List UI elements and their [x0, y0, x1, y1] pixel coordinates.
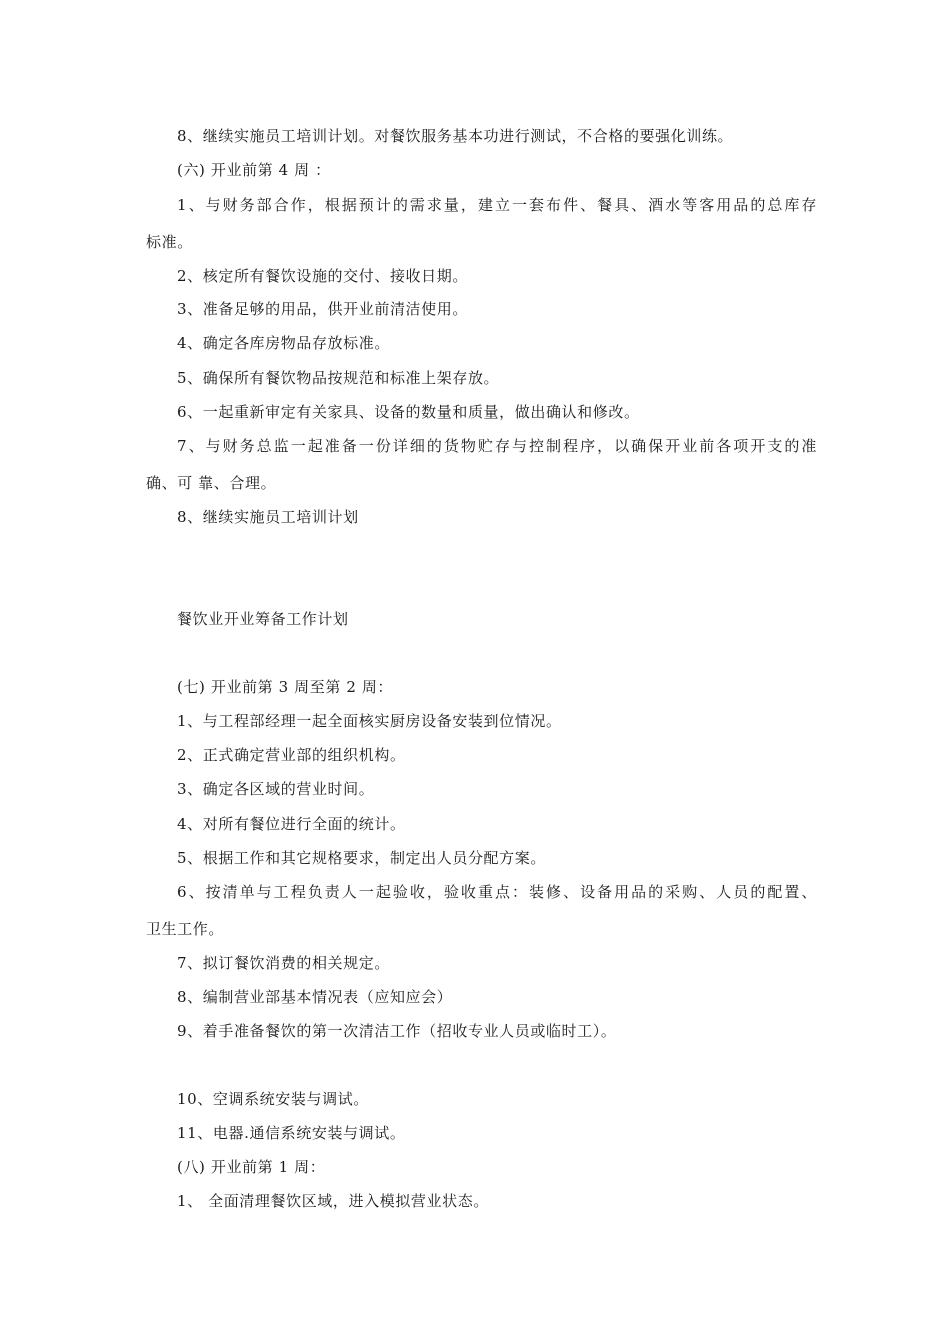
paragraph-line: 标准。	[146, 233, 193, 251]
paragraph-line: 9、着手准备餐饮的第一次清洁工作（招收专业人员或临时工）。	[177, 1022, 617, 1040]
paragraph-line: 8、继续实施员工培训计划。对餐饮服务基本功进行测试，不合格的要强化训练。	[177, 127, 734, 145]
paragraph-line: 7、拟订餐饮消费的相关规定。	[177, 954, 390, 972]
paragraph-line: 6、按清单与工程负责人一起验收，验收重点：装修、设备用品的采购、人员的配置、	[177, 883, 817, 901]
paragraph-line: 3、准备足够的用品，供开业前清洁使用。	[177, 300, 468, 318]
paragraph-line: 卫生工作。	[146, 920, 225, 938]
paragraph-line: 5、确保所有餐饮物品按规范和标准上架存放。	[177, 369, 500, 387]
paragraph-line: 3、确定各区域的营业时间。	[177, 780, 375, 798]
paragraph-line: 5、根据工作和其它规格要求，制定出人员分配方案。	[177, 849, 546, 867]
paragraph-line: 4、确定各库房物品存放标准。	[177, 334, 390, 352]
section-heading: (七) 开业前第 3 周至第 2 周：	[177, 678, 394, 696]
paragraph-line: 1、与工程部经理一起全面核实厨房设备安装到位情况。	[177, 712, 562, 730]
paragraph-line: 7、与财务总监一起准备一份详细的货物贮存与控制程序，以确保开业前各项开支的准	[177, 437, 817, 455]
section-heading: (六) 开业前第 4 周 ：	[177, 161, 331, 179]
paragraph-line: 10、空调系统安装与调试。	[177, 1090, 369, 1108]
paragraph-line: 8、编制营业部基本情况表（应知应会）	[177, 988, 453, 1006]
paragraph-line: 1、与财务部合作，根据预计的需求量，建立一套布件、餐具、酒水等客用品的总库存	[177, 196, 817, 214]
paragraph-line: 2、正式确定营业部的组织机构。	[177, 746, 406, 764]
document-title: 餐饮业开业筹备工作计划	[177, 610, 349, 628]
paragraph-line: 6、一起重新审定有关家具、设备的数量和质量，做出确认和修改。	[177, 403, 640, 421]
paragraph-line: 4、对所有餐位进行全面的统计。	[177, 815, 406, 833]
paragraph-line: 2、核定所有餐饮设施的交付、接收日期。	[177, 267, 468, 285]
paragraph-line: 1、 全面清理餐饮区域，进入模拟营业状态。	[177, 1192, 489, 1210]
paragraph-line: 确、可 靠、合理。	[146, 474, 277, 492]
paragraph-line: 8、继续实施员工培训计划	[177, 508, 359, 526]
paragraph-line: 11、电器.通信系统安装与调试。	[177, 1124, 406, 1142]
section-heading: (八) 开业前第 1 周：	[177, 1158, 326, 1176]
